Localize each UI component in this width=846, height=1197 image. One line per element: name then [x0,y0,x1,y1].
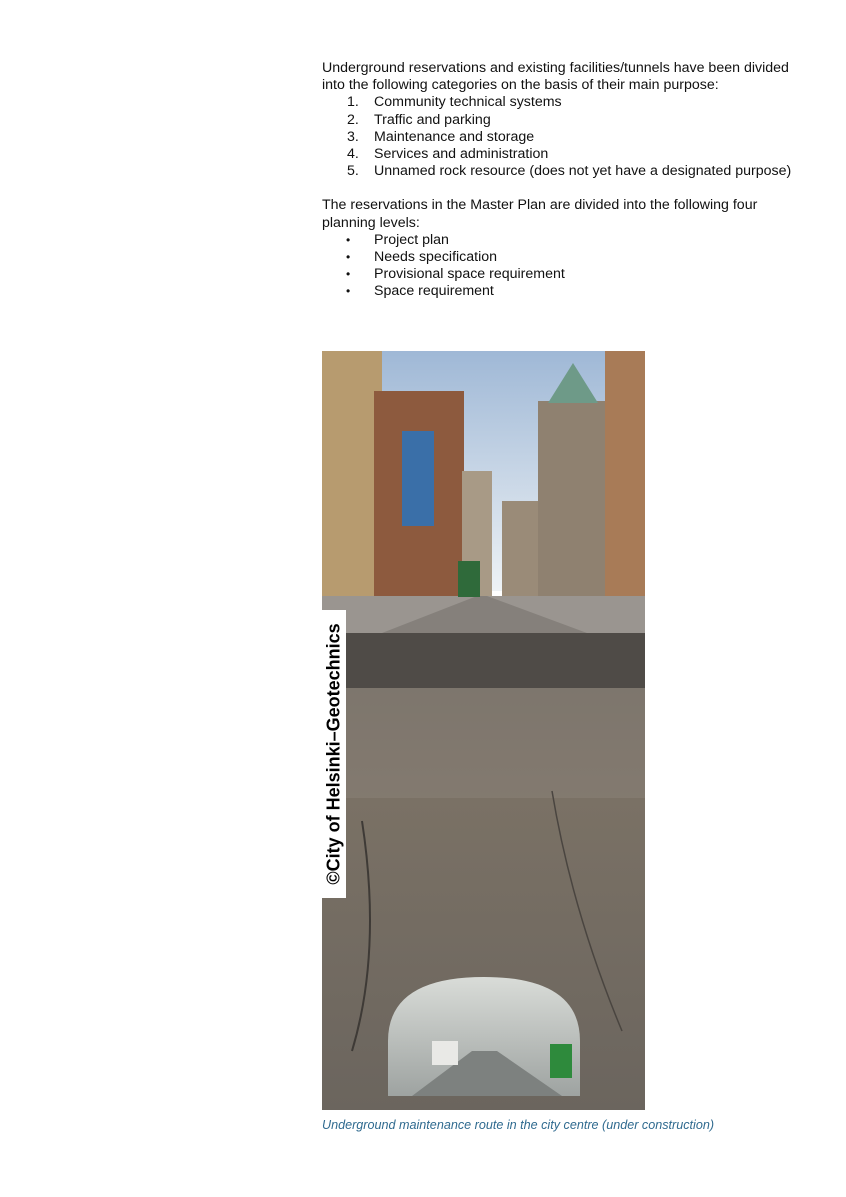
list-item-text: Unnamed rock resource (does not yet have a designated purpose) [374,163,792,180]
list-number: 4. [347,146,359,163]
list-item [322,266,792,283]
list-item-text: Space requirement [374,283,494,300]
soil-layer [322,633,645,688]
city-cross-section-figure [322,351,645,1110]
tram [458,561,480,597]
bullet-icon: • [346,232,351,247]
list-item-text: Traffic and parking [374,111,491,128]
category-list [322,94,792,180]
list-item [322,249,792,266]
bullet-icon: • [346,250,351,265]
intro-paragraph: Underground reservations and existing facilities/tunnels have been divided into the following categories on the basis of their main purpose: [322,60,789,94]
list-item-text: Needs specification [374,249,498,266]
figure-caption: Underground maintenance route in the city centre (under construction) [322,1118,715,1132]
levels-list [322,232,792,301]
list-item [322,94,792,111]
gravel-layer [322,688,645,798]
list-number: 3. [347,128,359,145]
corner-building [538,401,608,601]
billboard [402,431,434,526]
bullet-icon: • [346,267,351,282]
list-item [322,283,792,300]
list-number: 5. [347,163,359,180]
list-number: 2. [347,111,359,128]
list-item [322,232,792,249]
list-item [322,129,792,146]
list-item [322,112,792,129]
bullet-icon: • [346,284,351,299]
exit-door [550,1044,572,1078]
list-item [322,146,792,163]
watermark-text: ©City of Helsinki–Geotechnics [323,623,344,885]
figure-illustration [322,351,645,1110]
left-building [322,351,382,601]
list-number: 1. [347,94,359,111]
body-text [322,60,792,301]
right-building [605,351,645,601]
list-item-text: Project plan [374,231,449,248]
copyright-watermark [322,610,346,898]
list-item-text: Maintenance and storage [374,128,535,145]
levels-paragraph: The reservations in the Master Plan are divided into the following four planning levels: [322,197,758,231]
list-item-text: Provisional space requirement [374,266,565,283]
list-item-text: Services and administration [374,146,549,163]
list-item [322,163,792,180]
mid-building [502,501,538,601]
truck [432,1041,458,1065]
list-item-text: Community technical systems [374,94,562,111]
